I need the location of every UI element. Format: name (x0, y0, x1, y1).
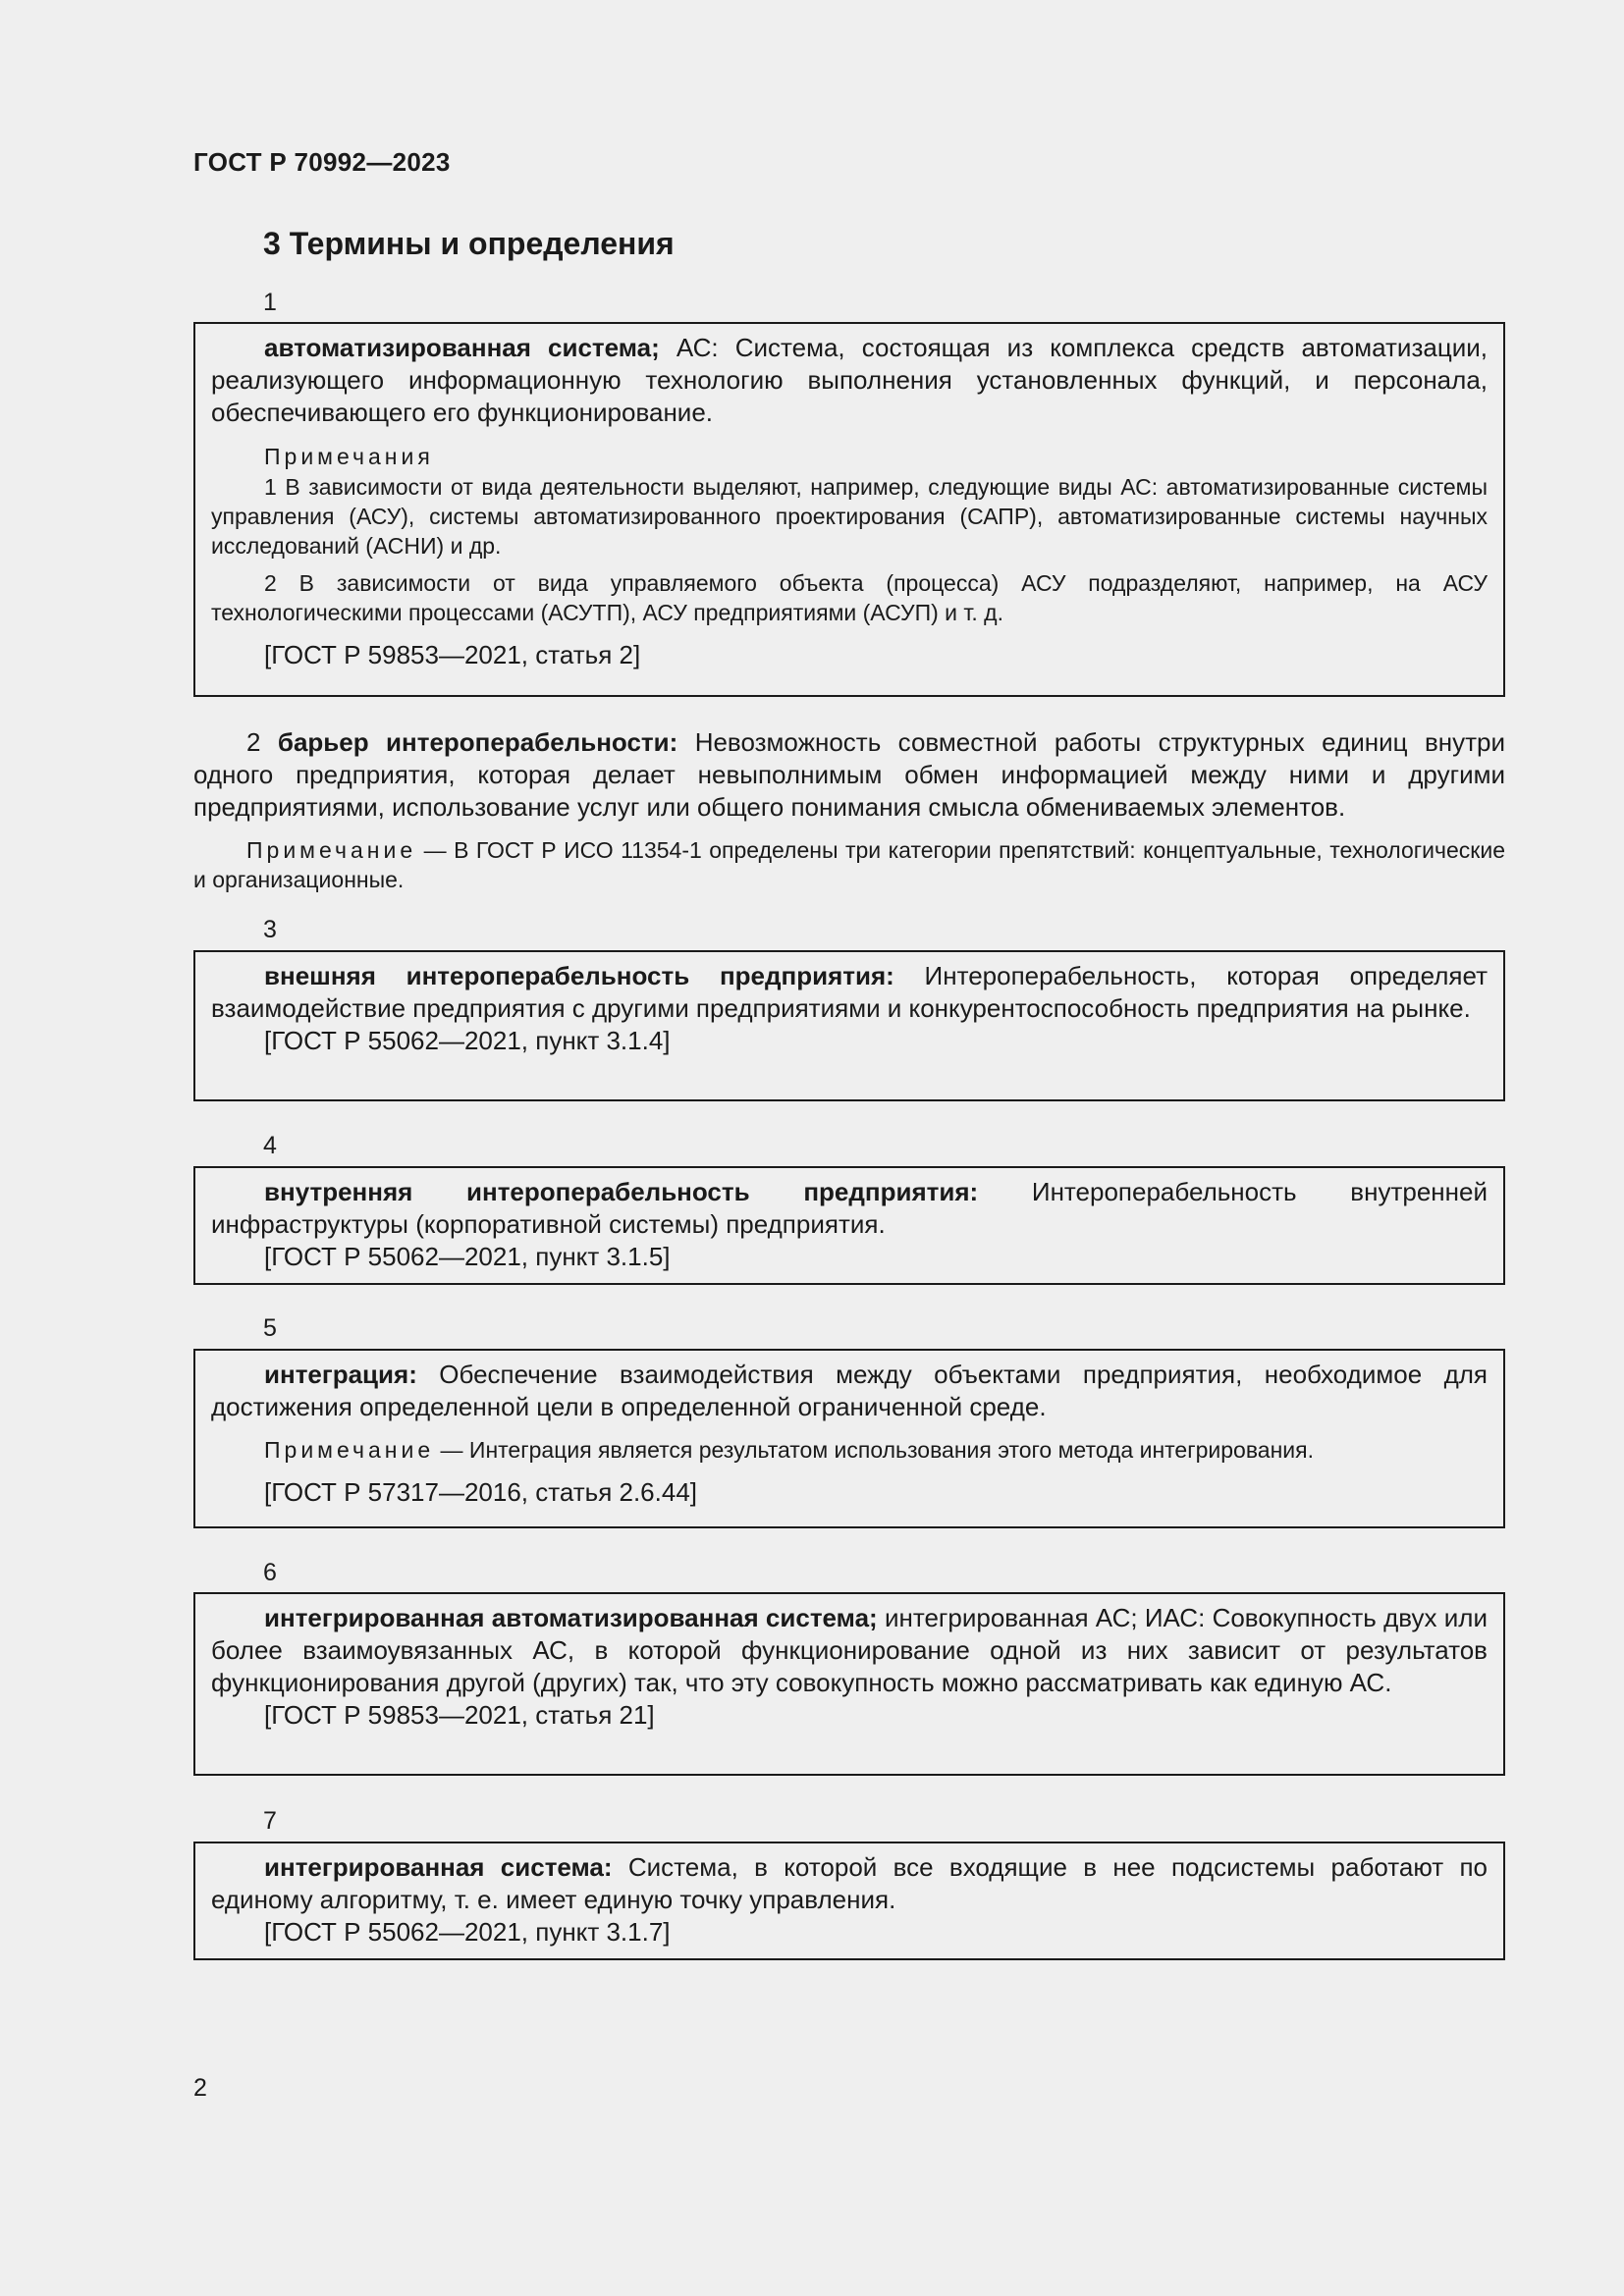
term-number-1: 1 (263, 289, 277, 316)
term-definition-5: интеграция: Обеспечение взаимодействия между объектами предприятия, необходимое для достижения определенной цели в определенной ограниченной среде. (211, 1360, 1488, 1421)
document-code: ГОСТ Р 70992—2023 (193, 147, 451, 177)
term-box-4 (193, 1166, 1505, 1285)
term-reference-3: [ГОСТ Р 55062—2021, пункт 3.1.4] (264, 1026, 671, 1055)
term-reference-7: [ГОСТ Р 55062—2021, пункт 3.1.7] (264, 1917, 671, 1947)
note-1-2: 2 В зависимости от вида управляемого объекта (процесса) АСУ подразделяют, например, на АСУ технологическими процессами (АСУТП), АСУ предприятиями (АСУП) и т. д. (211, 570, 1488, 625)
notes-heading-1: Примечания (264, 444, 434, 469)
term-definition-3: внешняя интероперабельность предприятия: Интероперабельность, которая определяет взаимодействие предприятия с другими предприятиями и конкурентоспособность предприятия на рынке. (211, 961, 1488, 1023)
term-name-1: автоматизированная система; (264, 333, 660, 362)
term-reference-4: [ГОСТ Р 55062—2021, пункт 3.1.5] (264, 1242, 671, 1271)
term-name-2: барьер интероперабельности: (277, 727, 678, 757)
term-number-7: 7 (263, 1807, 277, 1835)
term-reference-1: [ГОСТ Р 59853—2021, статья 2] (264, 640, 641, 669)
term-box-5 (193, 1349, 1505, 1528)
term-number-6: 6 (263, 1559, 277, 1586)
term-box-1 (193, 322, 1505, 697)
term-number-5: 5 (263, 1314, 277, 1342)
page-number: 2 (193, 2074, 207, 2102)
term-name-4: внутренняя интероперабельность предприятия: (264, 1177, 979, 1206)
section-title: 3 Термины и определения (263, 226, 675, 261)
term-number-2: 2 (246, 727, 261, 757)
term-name-3: внешняя интероперабельность предприятия: (264, 961, 894, 990)
term-box-6 (193, 1592, 1505, 1776)
term-definition-1: автоматизированная система; АС: Система, состоящая из комплекса средств автоматизации, реализующего информационную технологию выполнения установленных функций, и персонала, обеспечивающего его функционирование. (211, 333, 1488, 427)
term-definition-4: внутренняя интероперабельность предприятия: Интероперабельность внутренней инфраструктуры (корпоративной системы) предприятия. (211, 1177, 1488, 1239)
term-number-4: 4 (263, 1132, 277, 1159)
note-2: Примечание — В ГОСТ Р ИСО 11354-1 определены три категории препятствий: концептуальные, технологические и организационные. (193, 837, 1505, 892)
term-reference-6: [ГОСТ Р 59853—2021, статья 21] (264, 1700, 655, 1730)
note-5: Примечание — Интеграция является результатом использования этого метода интегрирования. (264, 1437, 1314, 1463)
term-definition-7: интегрированная система: Система, в которой все входящие в нее подсистемы работают по единому алгоритму, т. е. имеет единую точку управления. (211, 1852, 1489, 1914)
term-box-3 (193, 950, 1505, 1101)
note-1-1: 1 В зависимости от вида деятельности выделяют, например, следующие виды АС: автоматизированные системы управления (АСУ), системы автоматизированного проектирования (САПР), автоматизированные системы научных исследований (АСНИ) и др. (211, 474, 1488, 559)
term-definition-2: 2 барьер интероперабельности: Невозможность совместной работы структурных единиц внутри одного предприятия, которая делает невыполнимым обмен информацией между ними и другими предприятиями, использование услуг или общего понимания смысла обмениваемых элементов. (193, 727, 1506, 822)
term-definition-6: интегрированная автоматизированная система; интегрированная АС; ИАС: Совокупность двух или более взаимоувязанных АС, в которой функционирование одной из них зависит от результатов функционирования другой (других) так, что эту совокупность можно рассматривать как единую АС. (211, 1603, 1488, 1697)
term-box-7 (193, 1842, 1505, 1960)
term-name-5: интеграция: (264, 1360, 417, 1389)
term-block-2 (193, 726, 1505, 894)
term-name-6: интегрированная автоматизированная система; (264, 1603, 878, 1632)
term-name-7: интегрированная система: (264, 1852, 613, 1882)
term-reference-5: [ГОСТ Р 57317—2016, статья 2.6.44] (264, 1477, 698, 1507)
term-number-3: 3 (263, 916, 277, 943)
